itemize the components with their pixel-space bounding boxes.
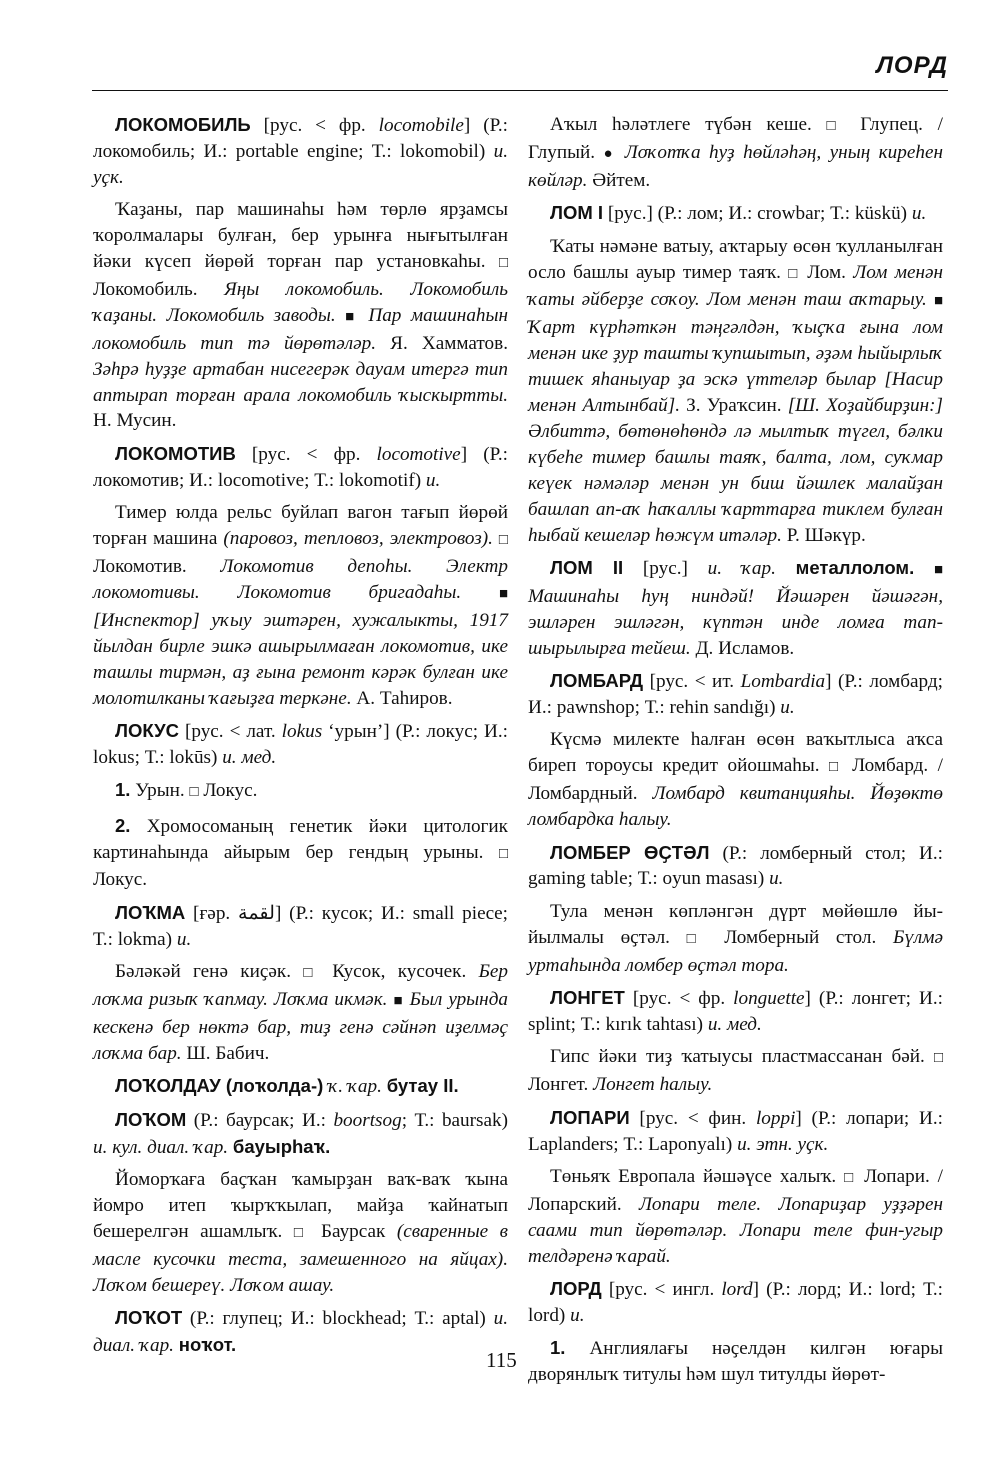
text-run: Ломберный стол. (707, 926, 893, 948)
marker-symbol: □ (498, 845, 508, 862)
italic-text: Ломбард квитанцияһы. Йөҙөктө ломбардка һалыу. (528, 783, 943, 831)
header-rule (92, 90, 948, 91)
text-run: Лопари. / Лопарский. (528, 1166, 944, 1215)
headword: ЛОМБЕР ӨҪТӘЛ (550, 841, 710, 863)
text-run: (Р.: ломберный стол; И.: gaming table; Т.: oyun masası) (528, 842, 943, 890)
entry-paragraph (93, 441, 508, 494)
entry-paragraph (528, 1044, 943, 1098)
italic-text: Лонгет һалыу. (593, 1074, 713, 1096)
entry-paragraph (528, 1276, 943, 1329)
headword: 1. (115, 779, 131, 801)
italic-text: и. ҡар. (707, 558, 776, 579)
entry-paragraph (93, 500, 508, 711)
marker-symbol: ■ (393, 993, 404, 1010)
text-run: Р. Шәкүр. (786, 524, 866, 546)
marker-symbol: ■ (498, 585, 508, 602)
page-number: 115 (486, 1348, 517, 1372)
entry-paragraph (93, 112, 508, 191)
italic-text: Ҡарт күрһәткән тәңгәлдән, ҡыҫҡа ғына лом менән ике ҙур ташты ҡупшытып, әҙәм һыйырлыҡ тишек яһаныуар ҙа эскә үттеләр былар [Насир менән Алтынбай]. (528, 317, 943, 417)
italic-text: locomotive (376, 443, 461, 465)
text-run: А. Таһиров. (356, 687, 453, 709)
headword: бауырһаҡ. (232, 1135, 331, 1157)
italic-text: lord (721, 1279, 753, 1301)
entry-paragraph (528, 668, 943, 721)
headword: ЛОКУС (115, 719, 179, 741)
right-column (528, 112, 943, 1395)
marker-symbol: □ (498, 532, 508, 549)
italic-text: Бер лоҡма ризыҡ ҡапмау. Лоҡма икмәк. (93, 961, 508, 1011)
marker-symbol: □ (933, 1050, 943, 1067)
italic-text: и. диал. ҡар. (93, 1308, 508, 1356)
text-run: Ш. Бабич. (186, 1042, 270, 1064)
text-run: Ҡаҙаны, пар машинаһы һәм төрлө ярҙамсы ҡоролмалары булған, бер урынға нығытылған йәки күсеп йөрөй торған пар установкаһы. (93, 199, 508, 273)
entry-paragraph (528, 899, 943, 979)
headword: 1. (550, 1337, 566, 1359)
marker-symbol: □ (189, 784, 199, 801)
text-run: З. Ураҡсин. (686, 395, 788, 417)
text-run: ] (Р.: локомобиль; И.: portable engine; Т.: lokomobil) (93, 115, 508, 162)
entry-paragraph (93, 777, 508, 806)
headword: ЛОМ II (550, 557, 624, 578)
entry-paragraph (93, 959, 508, 1067)
headword: ЛОМ I (550, 202, 604, 224)
headword: бутау II. (386, 1075, 459, 1097)
headword: ЛОҠМА (115, 901, 186, 923)
italic-text: Лопари теле. Лопариҙар уҙҙәрен саами тип йөрөтәләр. Лопари теле фин-угыр телдәренә ҡарай. (528, 1193, 943, 1267)
italic-text: locomobile (378, 115, 464, 136)
text-run: ] (Р.: лопари; И.: Laplanders; Т.: Laponyalı) (528, 1107, 943, 1155)
text-run: [рус. < ит. (643, 671, 741, 693)
text-run: [рус. < фр. (624, 988, 734, 1010)
italic-text: и. (570, 1305, 585, 1327)
italic-text: и. (911, 203, 927, 225)
text-run: Аҡыл һәләтлеге түбән кеше. (550, 114, 827, 135)
italic-text: lokus (281, 720, 323, 742)
italic-text: Бүлмә уртаһында ломбер өҫтәл тора. (528, 926, 943, 976)
marker-symbol: □ (686, 930, 708, 947)
headword: ЛОНГЕТ (550, 987, 625, 1009)
italic-text: и. (176, 928, 192, 950)
marker-symbol: ■ (345, 308, 359, 325)
headword: ЛОПАРИ (550, 1106, 630, 1128)
italic-text: Зәһрә һуҙҙе артабан нисегерәк дауам итергә тип аптырап торған арала локомобиль ҡыскыртты. (93, 358, 508, 406)
text-run: ] (Р.: ломбард; И.: pawnshop; Т.: rehin sandığı) (528, 671, 943, 719)
text-run: Йоморҡаға баҫҡан ҡамырҙан ваҡ-ваҡ ҡына йомро итеп ҡырҡҡылап, майҙа ҡайнатып бешерелгән ашамлыҡ. (93, 1169, 508, 1242)
left-column (93, 112, 508, 1365)
entry-paragraph (93, 1073, 508, 1100)
text-run: ‘урын’] (Р.: локус; И.: lokus; Т.: lokūs) (93, 720, 509, 768)
text-run: ] (Р.: лорд; И.: lord; Т.: lord) (528, 1279, 943, 1327)
italic-text: и. (425, 469, 441, 491)
marker-symbol: ● (603, 145, 617, 162)
text-run: Лонгет. (528, 1074, 594, 1096)
headword: ЛОКОМОБИЛЬ (115, 114, 251, 135)
text-run: [рус. < фр. (250, 115, 379, 136)
italic-text: ҡ. ҡар. (328, 1076, 382, 1098)
text-run: Гипс йәки тиҙ ҡатыусы пластмассанан бәй. (550, 1046, 934, 1068)
entry-paragraph (93, 813, 508, 894)
headword: ЛОҠОМ (115, 1108, 187, 1130)
italic-text: (паровоз, тепловоз, электровоз). (223, 528, 493, 550)
italic-text: [Инспектор] уҡыу эштәрен, хужалыкты, 1917 йылдан бирле эшкә ашырылмаған локомотив, ике ташлы тирмән, аҙ ғына ремонт кәрәк булған ике молотилканы ҡағыҙға теркәне. (93, 609, 508, 709)
text-run: (Р.: глупец; И.: blockhead; Т.: aptal) (182, 1308, 494, 1330)
entry-paragraph (93, 718, 508, 771)
text-run: Н. Мусин. (93, 410, 177, 432)
italic-text: Машинаһы һуң ниндәй! Йәшәрен йәшәгән, эшләрен эшләгән, күптән инде ломға тапшырылырға тейеш. (528, 585, 943, 659)
text-run: [рус.] (Р.: лом; И.: crowbar; Т.: küskü) (603, 203, 912, 225)
text-run: [ғәр. لقمة] (Р.: кусок; И.: small piece; Т.: lokma) (93, 902, 508, 950)
text-run: Лом. (799, 261, 854, 283)
text-run: [рус. < фин. (629, 1107, 756, 1129)
text-run: Локомотив. (93, 556, 221, 577)
italic-text: [Ш. Хоҙайбирҙин:] Әлбиттә, бөтөнөһөндә лә мылтыҡ түгел, бәлки күбеһе тимер башлы таяҡ, балта, лом, суҡмар кеүек нәмәләр менән ун биш йәшлек малайҙан башлап ап-аҡ һаҡаллы ҡарттарға тиклем булған һыбай кешеләр һөжүм итәләр. (528, 395, 944, 546)
text-run: Д. Исламов. (695, 637, 795, 659)
italic-text: loppi (755, 1107, 796, 1129)
italic-text: и. этн. уҫк. (737, 1133, 829, 1155)
text-run: Локус. (93, 869, 148, 891)
text-run: (Р.: баурсак; И.: (186, 1109, 334, 1131)
entry-paragraph (93, 1107, 508, 1161)
entry-paragraph (528, 840, 943, 893)
text-run: [рус. < лат. (179, 720, 282, 742)
italic-text: и. (769, 868, 784, 890)
italic-text: Был урында кескенә бер нөктә бар, тиҙ генә сәйнәп иҙелмәҫ лоҡма бар. (93, 989, 508, 1064)
entry-paragraph (528, 985, 943, 1038)
italic-text: и. уҫк. (93, 140, 508, 188)
headword: металлолом. (795, 557, 915, 578)
text-run: Урын. (130, 780, 190, 802)
text-run: Глупец. / Глупый. (528, 114, 944, 163)
text-run: Бәләкәй генә киҫәк. (115, 961, 304, 983)
text-run (776, 558, 796, 579)
italic-text: boortsog (333, 1109, 402, 1131)
marker-symbol: □ (788, 265, 800, 282)
italic-text: Lombardia (740, 671, 826, 693)
text-run: Англиялағы нәҫелдән килгән юғары дворянлыҡ титулы һәм шул титулды йөрөт- (528, 1338, 943, 1386)
marker-symbol: □ (844, 1170, 857, 1187)
marker-symbol: □ (293, 1224, 310, 1241)
text-run: Баурсак (309, 1220, 397, 1242)
headword: 2. (115, 814, 131, 836)
marker-symbol: □ (829, 759, 843, 776)
marker-symbol: □ (303, 965, 320, 982)
text-run: Локус. (198, 780, 258, 802)
entry-paragraph (528, 1335, 943, 1388)
marker-symbol: ■ (933, 562, 944, 578)
text-run: [рус. < фр. (235, 443, 377, 465)
text-run: Ҡаты нәмәне ватыу, аҡтарыу өсөн ҡулланылған осло башлы ауыр тимер таяҡ. (528, 235, 943, 283)
italic-text: и. мед. (707, 1014, 762, 1035)
text-run: [рус. < ингл. (601, 1279, 722, 1301)
italic-text: и. мед. (222, 746, 277, 768)
text-run: ] (Р.: локомотив; И.: locomotive; Т.: lokomotif) (93, 443, 508, 491)
entry-paragraph (528, 200, 943, 227)
headword: ЛОКОМОТИВ (115, 442, 236, 464)
italic-text: (сваренные в масле кусочки теста, замешенного на яйцах). Лоҡом бешереү. Лоҡом ашау. (93, 1220, 509, 1296)
entry-paragraph (528, 1164, 943, 1270)
entry-paragraph (93, 197, 508, 434)
entry-paragraph (93, 1305, 508, 1359)
text-run: Тула менән көпләнгән дүрт мөйөшлө йыйылмалы өҫтәл. (528, 900, 943, 948)
italic-text: и. (780, 697, 795, 719)
running-head: ЛОРД (876, 52, 948, 79)
text-run: Әйтем. (592, 169, 651, 191)
headword: ноҡот. (178, 1333, 237, 1355)
italic-text: longuette (733, 988, 805, 1010)
text-run: Тимер юлда рельс буйлап вагон тағып йөрөй торған машина (93, 502, 508, 550)
italic-text: Локомотив депоһы. Электр локомотивы. Локомотив бригадаһы. (93, 556, 508, 603)
text-run (914, 558, 934, 579)
marker-symbol: ■ (933, 293, 943, 310)
headword: ЛОҠОЛДАУ (лоҡолда-) (115, 1075, 324, 1097)
entry-paragraph (528, 112, 943, 194)
entry-paragraph (528, 1105, 943, 1158)
text-run: Ломбард. / Ломбардный. (528, 755, 943, 805)
italic-text: Яңы локомобиль. Локомобиль ҡаҙаны. Локомобиль заводы. (93, 278, 508, 326)
marker-symbol: □ (826, 118, 846, 134)
headword: ЛОМБАРД (550, 670, 644, 692)
italic-text: Пар машинаһын локомобиль тип тә йөрөтәләр. (93, 304, 509, 354)
headword: ЛОРД (550, 1278, 602, 1300)
text-run: ] (Р.: лонгет; И.: splint; Т.: kırık tahtası) (528, 988, 943, 1035)
text-run: ; Т.: baursak) (401, 1109, 508, 1131)
headword: ЛОҠОТ (115, 1307, 183, 1329)
entry-paragraph (93, 1167, 508, 1299)
entry-paragraph (528, 234, 943, 549)
text-run: Төньяҡ Европала йәшәүсе халыҡ. (550, 1166, 845, 1188)
text-run: [рус.] (623, 558, 708, 579)
italic-text: Лом менән ҡаты әйберҙе соҡоу. Лом менән таш аҡтарыу. (528, 261, 944, 311)
marker-symbol: □ (498, 255, 508, 272)
entry-paragraph (93, 900, 508, 953)
italic-text: и. кул. диал. ҡар. (93, 1136, 229, 1158)
text-run: Локомобиль. (93, 278, 225, 300)
entry-paragraph (528, 727, 943, 833)
text-run: Хромосоманың генетик йәки цитологик картинаһында айырым бер гендың урыны. (93, 815, 508, 863)
text-run: Я. Хамматов. (390, 332, 508, 354)
text-run: Кусок, кусочек. (319, 961, 479, 983)
entry-paragraph (528, 555, 943, 662)
italic-text: Лоҡотҡа һуҙ һөйләһәң, уның киреһен көйләр. (528, 141, 943, 191)
text-run: Күсмә милекте һалған өсөн ваҡытлыса аҡса биреп тороусы кредит ойошмаһы. (528, 729, 943, 777)
